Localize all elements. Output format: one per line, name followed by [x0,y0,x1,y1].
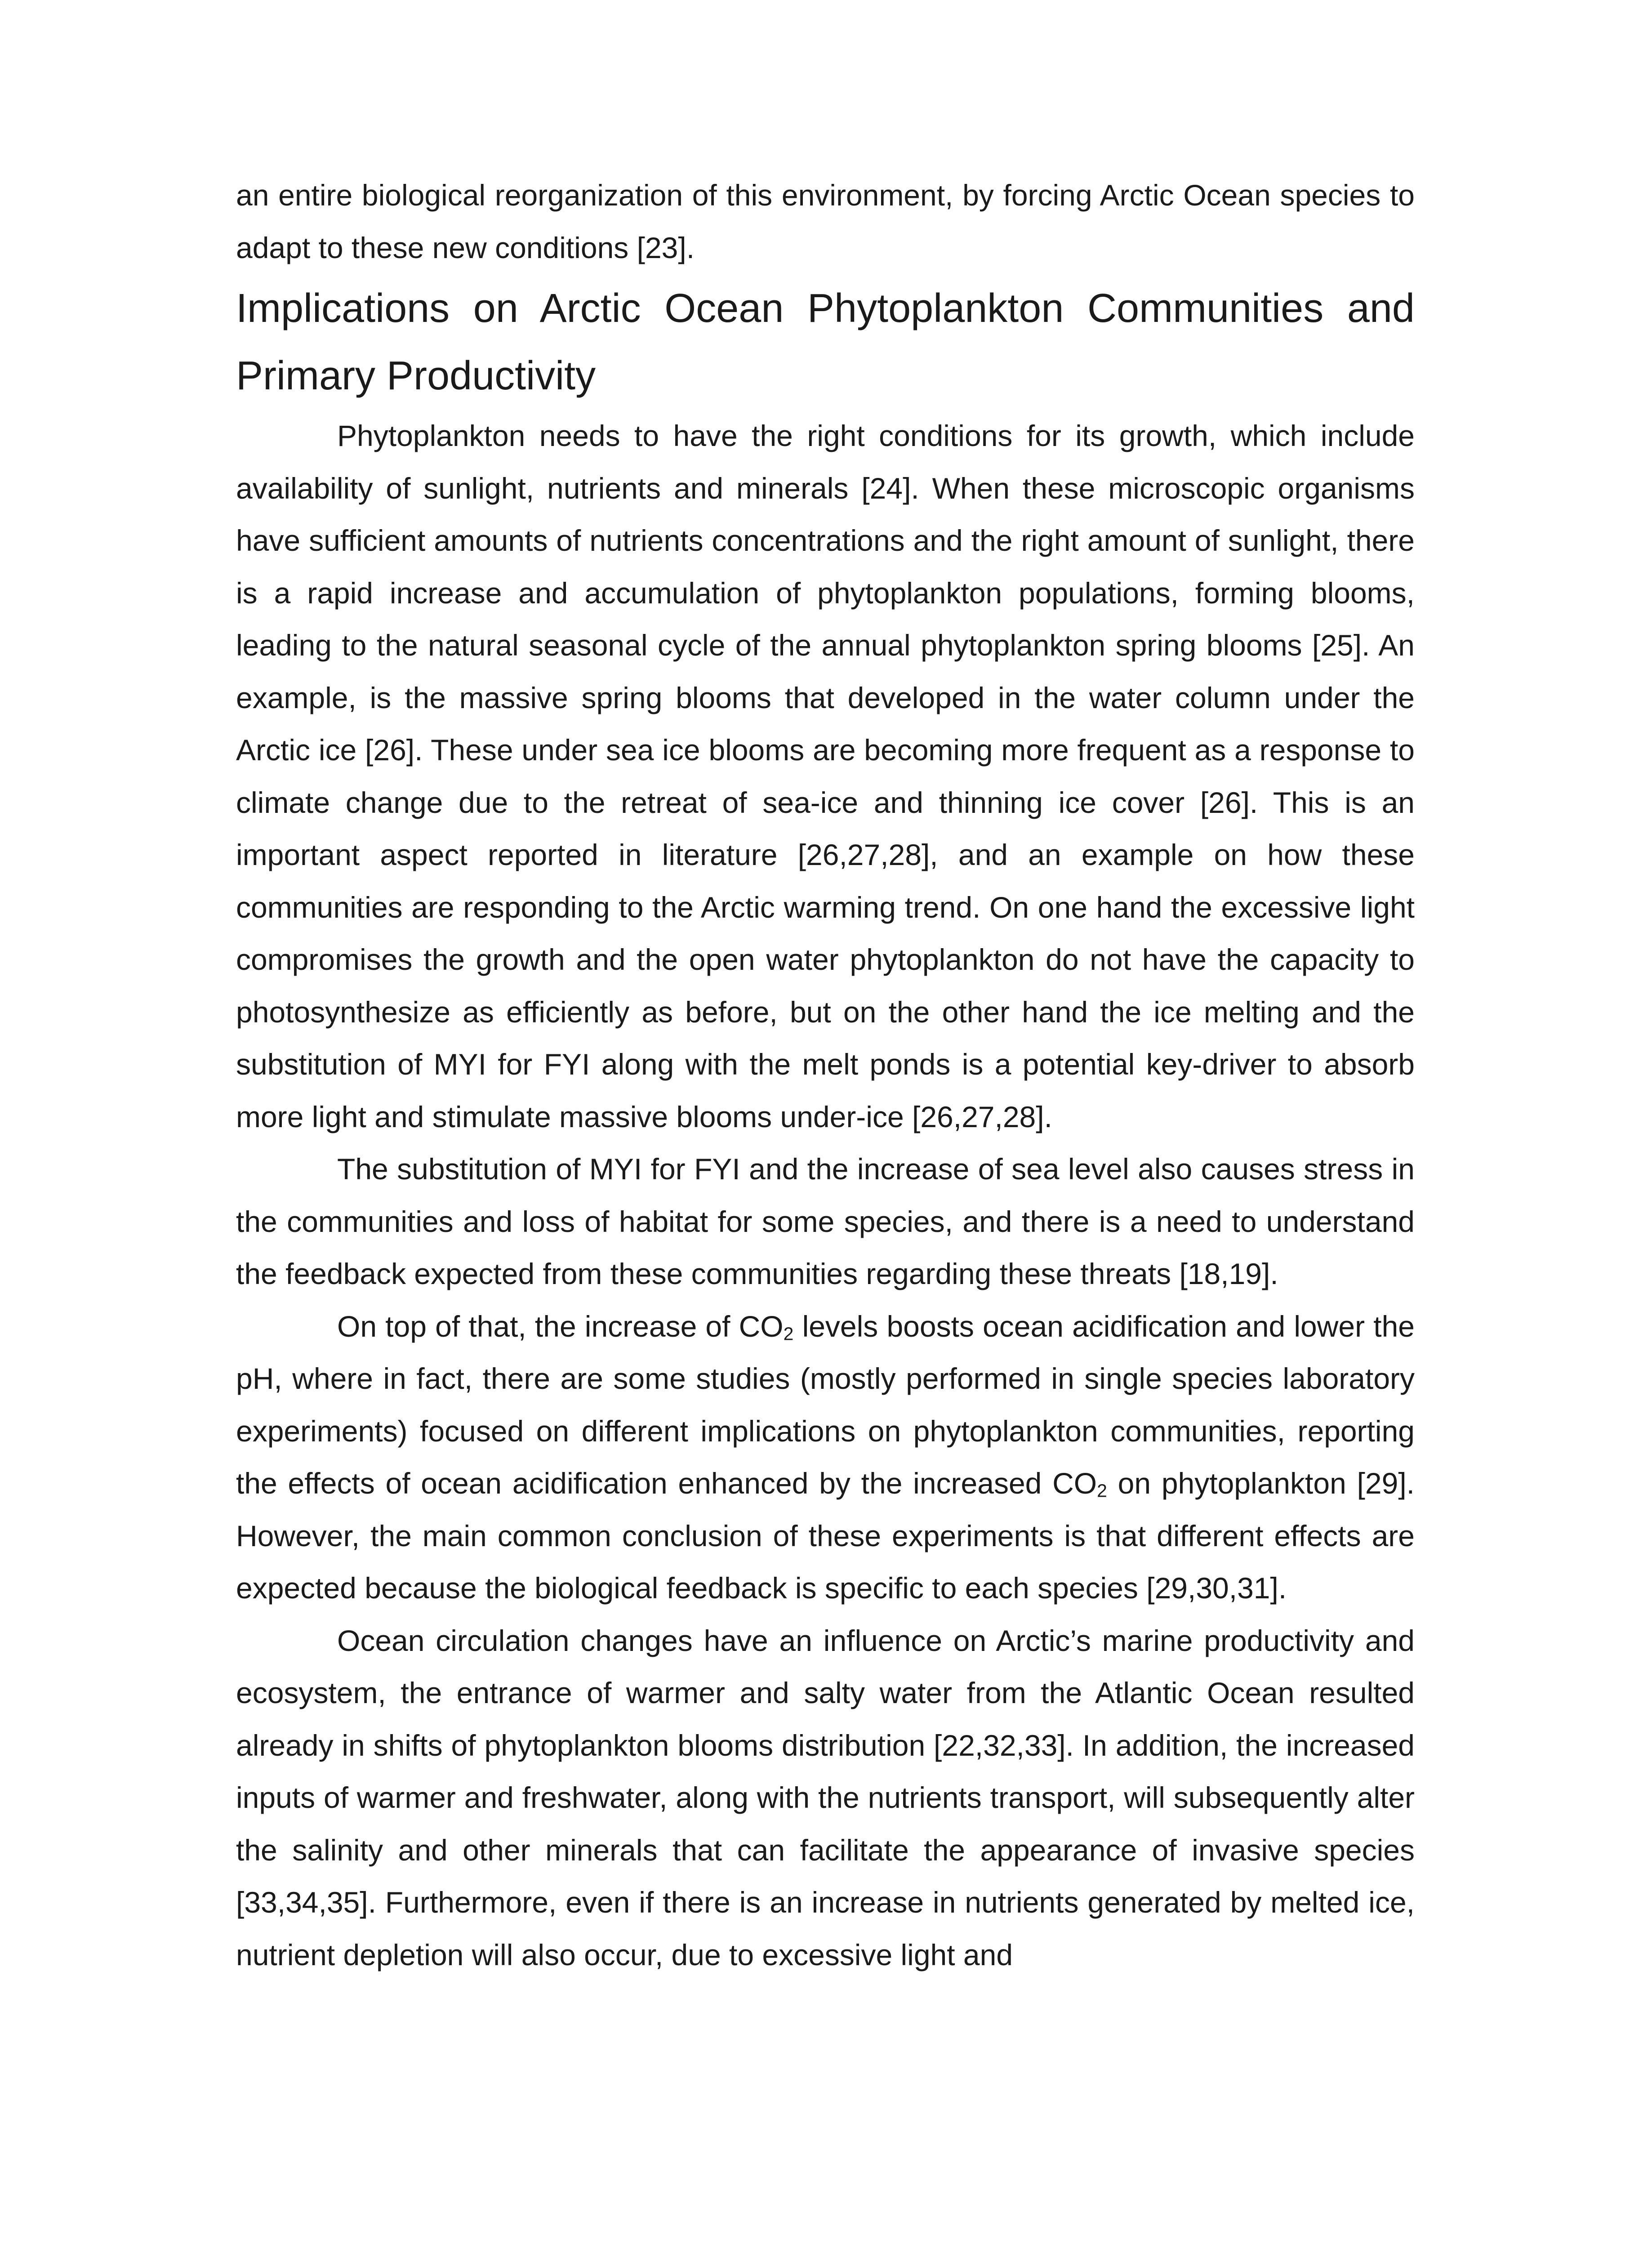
continuation-paragraph: an entire biological reorganization of this environment, by forcing Arctic Ocean species to adapt to these new conditions [23]. [236,178,1415,264]
co2-text-part-3: on phytoplankton [29]. However, the main common conclusion of these experiments is that different effects are expected because the biological feedback is specific to each species [29,30,31]. [236,1467,1415,1605]
co2-subscript-2: 2 [1097,1480,1107,1501]
paragraph-phytoplankton-conditions: Phytoplankton needs to have the right conditions for its growth, which include availability of sunlight, nutrients and minerals [24]. When these microscopic organisms have sufficient amounts of nutrients concentrations and the right amount of sunlight, there is a rapid increase and accumulation of phytoplankton populations, forming blooms, leading to the natural seasonal cycle of the annual phytoplankton spring blooms [25]. An example, is the massive spring blooms that developed in the water column under the Arctic ice [26]. These under sea ice blooms are becoming more frequent as a response to climate change due to the retreat of sea-ice and thinning ice cover [26]. This is an important aspect reported in literature [26,27,28], and an example on how these communities are responding to the Arctic warming trend. On one hand the excessive light compromises the growth and the open water phytoplankton do not have the capacity to photosynthesize as efficiently as before, but on the other hand the ice melting and the substitution of MYI for FYI along with the melt ponds is a potential key-driver to absorb more light and stimulate massive blooms under-ice [26,27,28]. [236,419,1415,1133]
section-heading: Implications on Arctic Ocean Phytoplankton Communities and Primary Productivity [236,286,1415,398]
paragraph-ocean-circulation: Ocean circulation changes have an influence on Arctic’s marine productivity and ecosystem, the entrance of warmer and salty water from the Atlantic Ocean resulted already in shifts of phytoplankton blooms distribution [22,32,33]. In addition, the increased inputs of warmer and freshwater, along with the nutrients transport, will subsequently alter the salinity and other minerals that can facilitate the appearance of invasive species [33,34,35]. Furthermore, even if there is an increase in nutrients generated by melted ice, nutrient depletion will also occur, due to excessive light and [236,1624,1415,1971]
co2-text-part-2: levels boosts ocean acidification and lower the pH, where in fact, there are some studies (mostly performed in single species laboratory experiments) focused on different implications on phytoplankton communities, reporting the effects of ocean acidification enhanced by the increased CO [236,1309,1415,1500]
co2-subscript-1: 2 [783,1323,794,1344]
co2-text-part-1: On top of that, the increase of CO [337,1309,784,1343]
paragraph-co2-acidification [236,1300,1415,1615]
page-body [236,169,1415,1981]
paragraph-myi-fyi-substitution: The substitution of MYI for FYI and the increase of sea level also causes stress in the communities and loss of habitat for some species, and there is a need to understand the feedback expected from these communities regarding these threats [18,19]. [236,1152,1415,1290]
